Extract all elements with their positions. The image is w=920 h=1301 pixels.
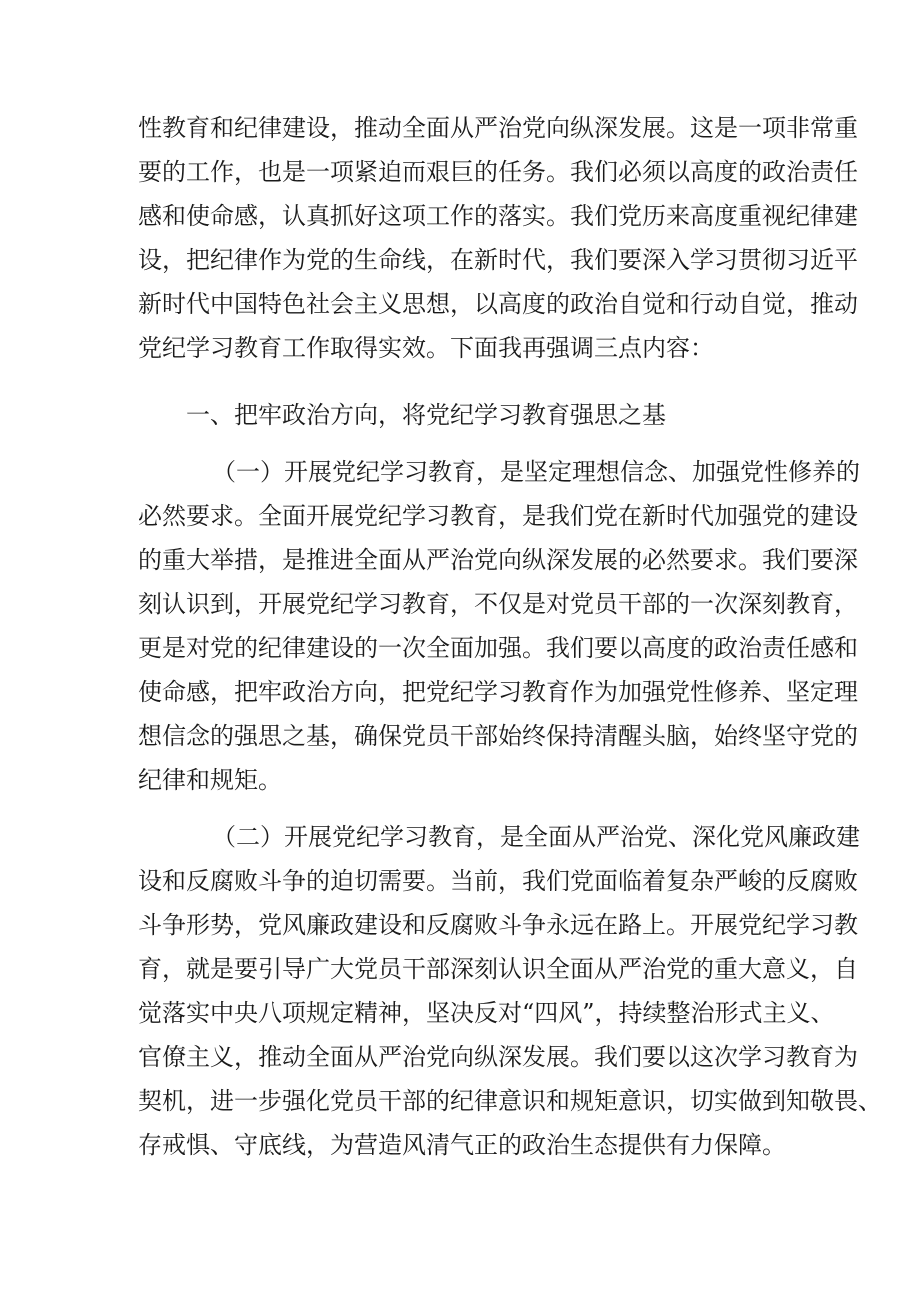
- paragraph-2-line: 育，就是要引导广大党员干部深刻认识全面从严治党的重大意义，自: [138, 955, 858, 983]
- intro-line: 党纪学习教育工作取得实效。下面我再强调三点内容：: [138, 334, 714, 362]
- section-heading: 一、把牢政治方向，将党纪学习教育强思之基: [186, 401, 666, 429]
- paragraph-2-line: （二）开展党纪学习教育，是全面从严治党、深化党风廉政建: [212, 823, 860, 851]
- paragraph-1-line: 更是对党的纪律建设的一次全面加强。我们要以高度的政治责任感和: [138, 634, 858, 662]
- paragraph-1-line: 使命感，把牢政治方向，把党纪学习教育作为加强党性修养、坚定理: [138, 678, 858, 706]
- paragraph-2-line: 存戒惧、守底线，为营造风清气正的政治生态提供有力保障。: [138, 1131, 786, 1159]
- paragraph-1-line: （一）开展党纪学习教育，是坚定理想信念、加强党性修养的: [212, 458, 860, 486]
- intro-line: 新时代中国特色社会主义思想，以高度的政治自觉和行动自觉，推动: [138, 290, 858, 318]
- intro-line: 感和使命感，认真抓好这项工作的落实。我们党历来高度重视纪律建: [138, 202, 858, 230]
- intro-line: 设，把纪律作为党的生命线，在新时代，我们要深入学习贯彻习近平: [138, 246, 858, 274]
- paragraph-2-line: 斗争形势，党风廉政建设和反腐败斗争永远在路上。开展党纪学习教: [138, 911, 858, 939]
- paragraph-2-line: 设和反腐败斗争的迫切需要。当前，我们党面临着复杂严峻的反腐败: [138, 867, 858, 895]
- paragraph-2-line: 觉落实中央八项规定精神，坚决反对“四风”，持续整治形式主义、: [138, 999, 835, 1027]
- paragraph-1-line: 想信念的强思之基，确保党员干部始终保持清醒头脑，始终坚守党的: [138, 722, 858, 750]
- paragraph-2-line: 契机，进一步强化党员干部的纪律意识和规矩意识，切实做到知敬畏、: [138, 1087, 882, 1115]
- paragraph-1-line: 必然要求。全面开展党纪学习教育，是我们党在新时代加强党的建设: [138, 502, 858, 530]
- paragraph-1-line: 纪律和规矩。: [138, 766, 282, 794]
- paragraph-1-line: 刻认识到，开展党纪学习教育，不仅是对党员干部的一次深刻教育，: [138, 590, 858, 618]
- intro-line: 性教育和纪律建设，推动全面从严治党向纵深发展。这是一项非常重: [138, 114, 858, 142]
- paragraph-1-line: 的重大举措，是推进全面从严治党向纵深发展的必然要求。我们要深: [138, 546, 858, 574]
- paragraph-2-line: 官僚主义，推动全面从严治党向纵深发展。我们要以这次学习教育为: [138, 1043, 858, 1071]
- intro-line: 要的工作，也是一项紧迫而艰巨的任务。我们必须以高度的政治责任: [138, 158, 858, 186]
